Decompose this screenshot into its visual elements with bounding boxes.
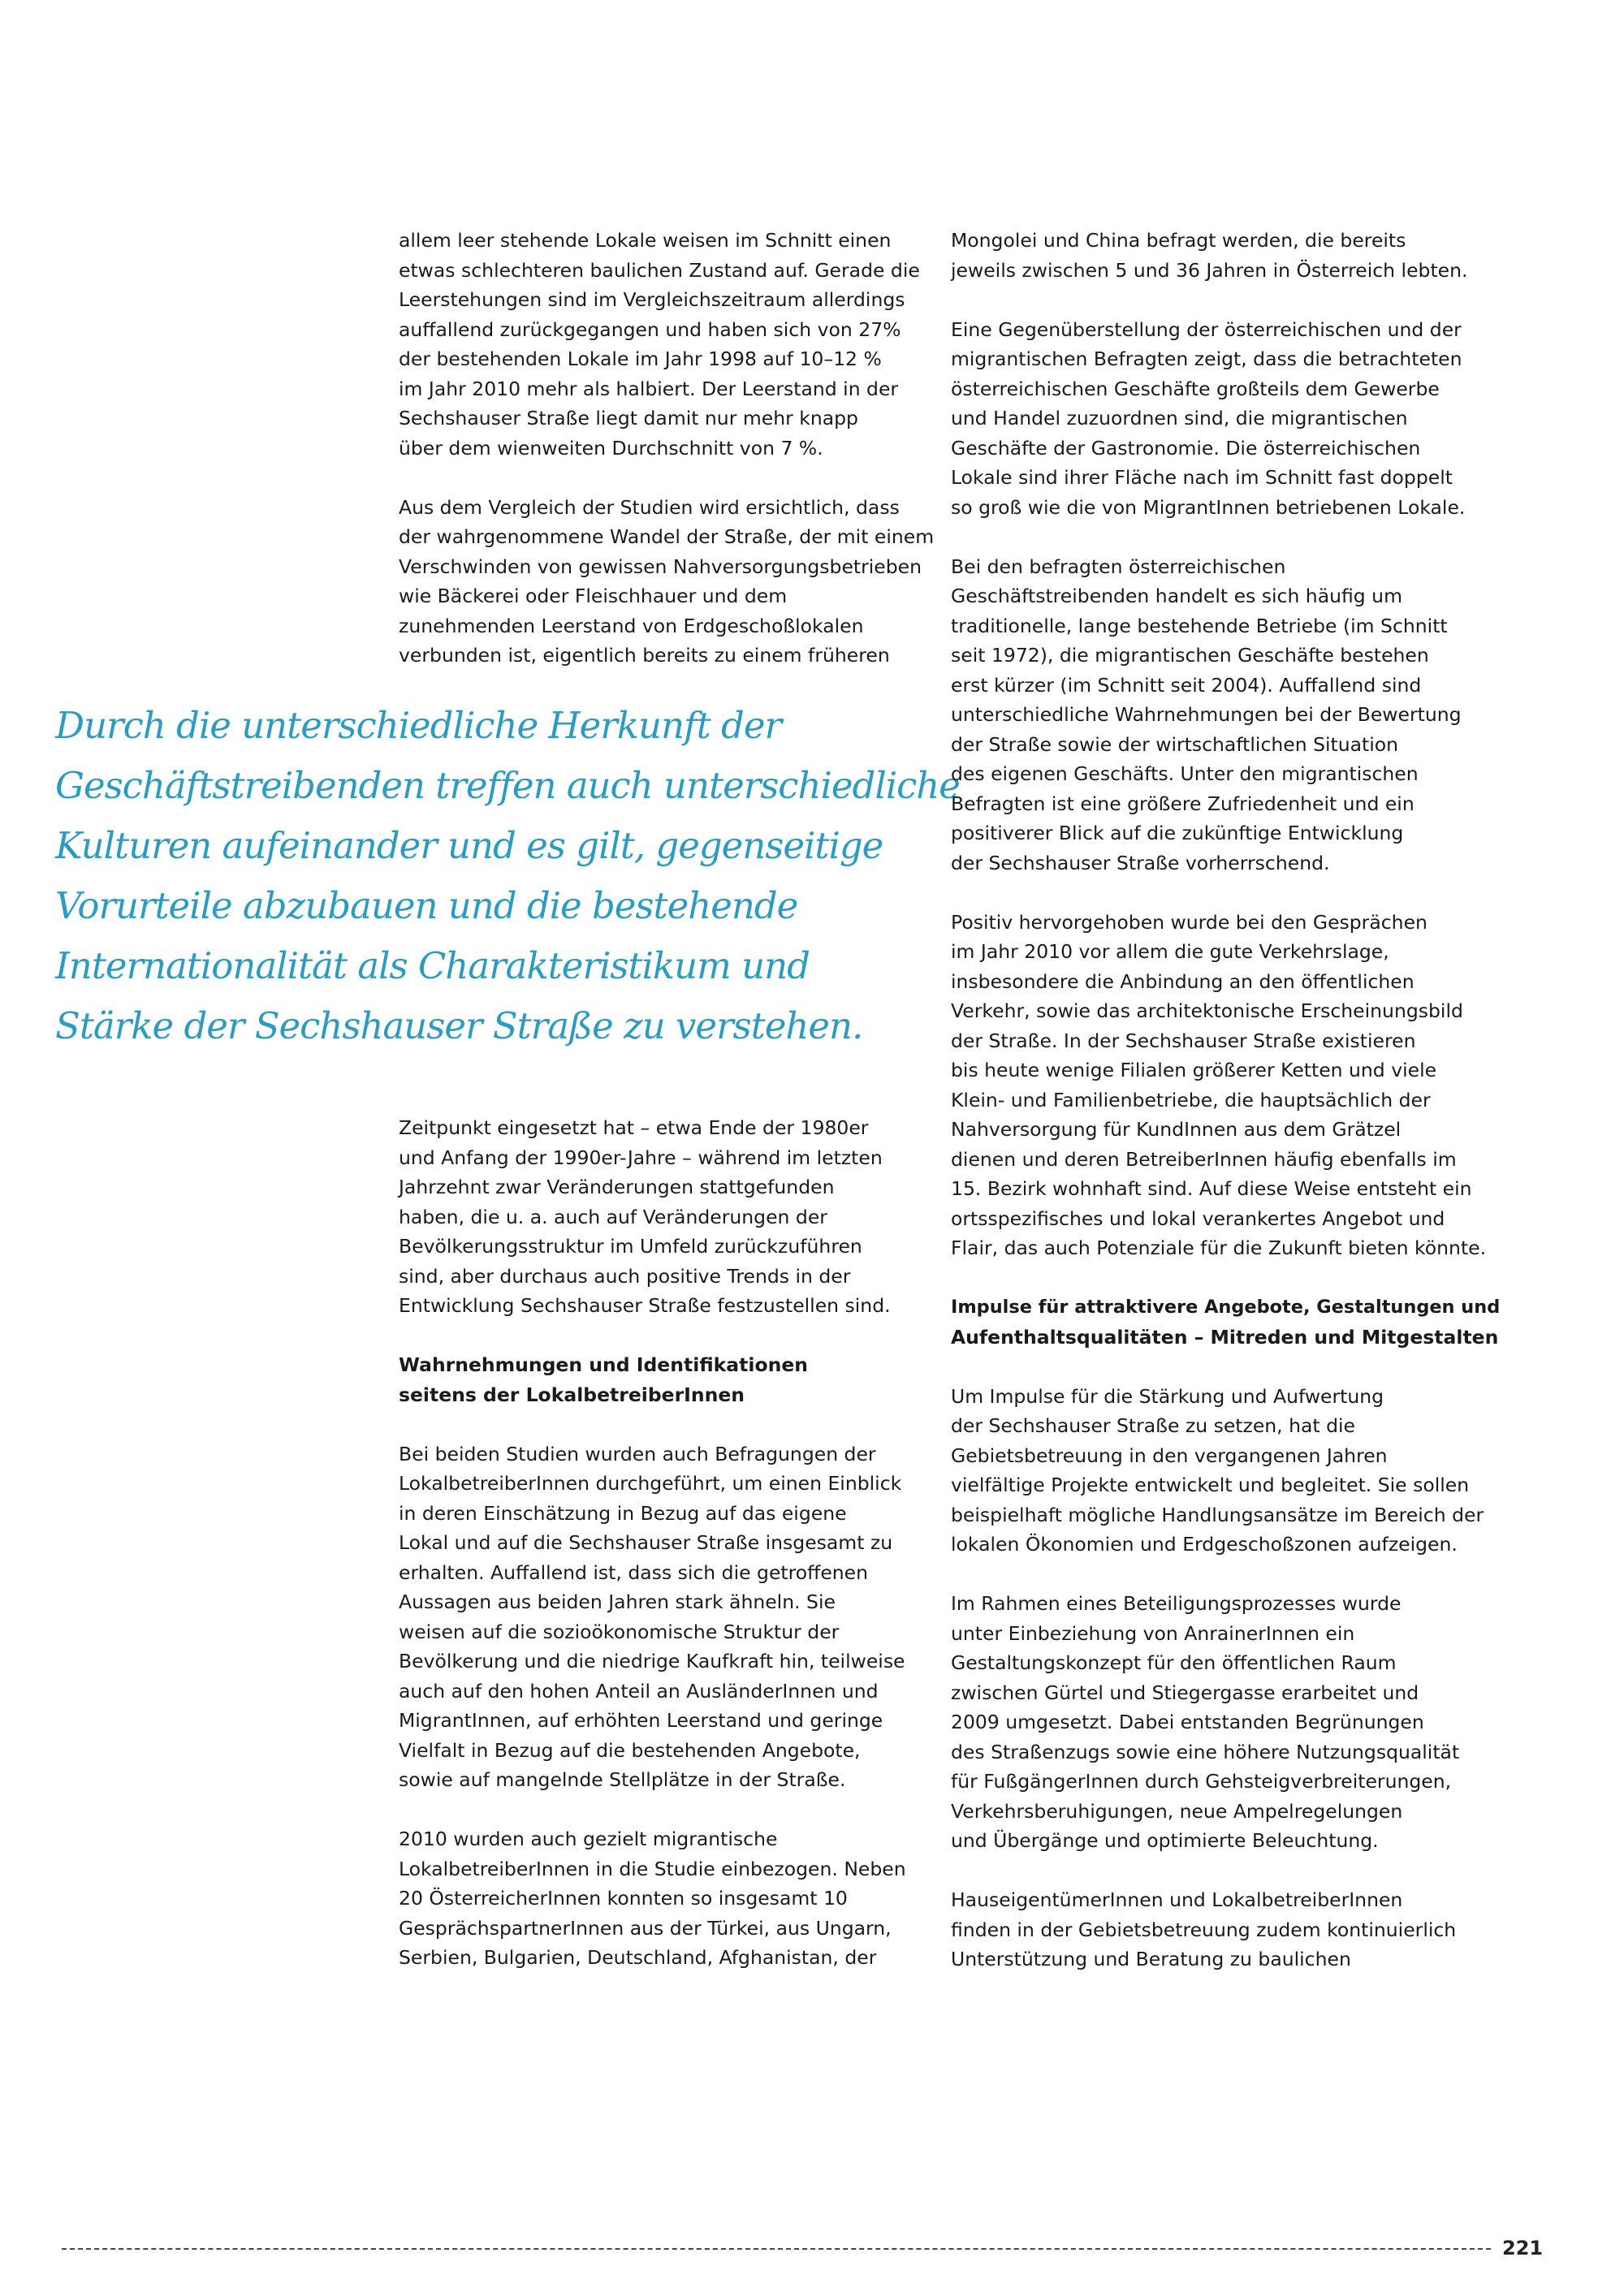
text-line: im Jahr 2010 mehr als halbiert. Der Leerstand in der bbox=[399, 377, 899, 400]
text-line: MigrantInnen, auf erhöhten Leerstand und geringe bbox=[399, 1709, 883, 1732]
text-line: LokalbetreiberInnen durchgeführt, um einen Einblick bbox=[399, 1472, 902, 1495]
text-line: Lokal und auf die Sechshauser Straße insgesamt zu bbox=[399, 1531, 893, 1554]
text-line: zunehmenden Leerstand von Erdgeschoßlokalen bbox=[399, 614, 864, 637]
text-line: Bei beiden Studien wurden auch Befragungen der bbox=[399, 1442, 876, 1465]
text-line: traditionelle, lange bestehende Betriebe (im Schnitt bbox=[951, 614, 1448, 637]
text-line: Gestaltungskonzept für den öffentlichen Raum bbox=[951, 1651, 1397, 1674]
paragraph bbox=[399, 1439, 935, 1795]
text-line: Serbien, Bulgarien, Deutschland, Afghanistan, der bbox=[399, 1946, 877, 1969]
section-heading bbox=[951, 1293, 1503, 1352]
text-line: über dem wienweiten Durchschnitt von 7 %. bbox=[399, 436, 823, 460]
footer-divider bbox=[62, 2248, 1491, 2250]
paragraph bbox=[399, 1824, 935, 1973]
text-line: zwischen Gürtel und Stiegergasse erarbeitet und bbox=[951, 1681, 1419, 1704]
text-line: Zeitpunkt eingesetzt hat – etwa Ende der 1980er bbox=[399, 1116, 869, 1139]
text-line: 20 ÖsterreicherInnen konnten so insgesamt 10 bbox=[399, 1887, 848, 1910]
pull-quote-line: Kulturen aufeinander und es gilt, gegenseitige bbox=[55, 824, 883, 867]
text-line: auffallend zurückgegangen und haben sich von 27% bbox=[399, 317, 901, 341]
paragraph bbox=[951, 1382, 1503, 1560]
text-line: Sechshauser Straße liegt damit nur mehr knapp bbox=[399, 407, 858, 429]
text-line: der Straße. In der Sechshauser Straße existieren bbox=[951, 1029, 1416, 1052]
text-line: 2010 wurden auch gezielt migrantische bbox=[399, 1828, 778, 1850]
text-line: lokalen Ökonomien und Erdgeschoßzonen aufzeigen. bbox=[951, 1533, 1458, 1556]
text-line: Jahrzehnt zwar Veränderungen stattgefunden bbox=[399, 1176, 835, 1198]
text-line: Aus dem Vergleich der Studien wird ersichtlich, dass bbox=[399, 495, 900, 519]
text-line: für FußgängerInnen durch Gehsteigverbreiterungen, bbox=[951, 1770, 1452, 1793]
text-line: und Anfang der 1990er-Jahre – während im letzten bbox=[399, 1146, 883, 1169]
text-line: Mongolei und China befragt werden, die bereits bbox=[951, 229, 1406, 252]
text-line: auch auf den hohen Anteil an AusländerInnen und bbox=[399, 1679, 879, 1703]
text-line: wie Bäckerei oder Fleischhauer und dem bbox=[399, 585, 788, 607]
text-line: sind, aber durchaus auch positive Trends in der bbox=[399, 1264, 851, 1288]
text-line: haben, die u. a. auch auf Veränderungen der bbox=[399, 1205, 827, 1228]
text-line: verbunden ist, eigentlich bereits zu einem früheren bbox=[399, 644, 890, 667]
heading-line: seitens der LokalbetreiberInnen bbox=[399, 1383, 745, 1406]
text-line: Geschäftstreibenden handelt es sich häufig um bbox=[951, 585, 1402, 607]
text-line: sowie auf mangelnde Stellplätze in der Straße. bbox=[399, 1768, 846, 1791]
text-line: Verkehr, sowie das architektonische Erscheinungsbild bbox=[951, 999, 1463, 1022]
text-line: Um Impulse für die Stärkung und Aufwertung bbox=[951, 1384, 1384, 1408]
text-line: Verkehrsberuhigungen, neue Ampelregelungen bbox=[951, 1799, 1403, 1823]
text-line: des eigenen Geschäfts. Unter den migrantischen bbox=[951, 762, 1419, 785]
text-line: dienen und deren BetreiberInnen häufig ebenfalls im bbox=[951, 1147, 1457, 1171]
left-column-top bbox=[399, 226, 935, 700]
text-line: LokalbetreiberInnen in die Studie einbezogen. Neben bbox=[399, 1857, 906, 1880]
heading-line: Impulse für attraktivere Angebote, Gestaltungen und bbox=[951, 1297, 1501, 1318]
text-line: der bestehenden Lokale im Jahr 1998 auf 10–12 % bbox=[399, 347, 882, 370]
text-line: der wahrgenommene Wandel der Straße, der mit einem bbox=[399, 525, 935, 548]
text-line: ortsspezifisches und lokal verankertes Angebot und bbox=[951, 1206, 1445, 1230]
pull-quote bbox=[55, 696, 965, 1056]
text-line: Klein- und Familienbetriebe, die hauptsächlich der bbox=[951, 1088, 1431, 1111]
text-line: Unterstützung und Beratung zu baulichen bbox=[951, 1948, 1351, 1970]
text-line: jeweils zwischen 5 und 36 Jahren in Österreich lebten. bbox=[951, 258, 1468, 282]
paragraph bbox=[951, 315, 1503, 523]
text-line: vielfältige Projekte entwickelt und begleitet. Sie sollen bbox=[951, 1474, 1470, 1496]
right-column bbox=[951, 226, 1503, 2004]
text-line: etwas schlechteren baulichen Zustand auf. Gerade die bbox=[399, 258, 920, 282]
text-line: insbesondere die Anbindung an den öffentlichen bbox=[951, 969, 1415, 993]
text-line: migrantischen Befragten zeigt, dass die betrachteten bbox=[951, 347, 1462, 370]
text-line: und Übergänge und optimierte Beleuchtung. bbox=[951, 1829, 1379, 1852]
text-line: und Handel zuzuordnen sind, die migrantischen bbox=[951, 407, 1408, 429]
paragraph bbox=[951, 1589, 1503, 1856]
paragraph bbox=[399, 1113, 935, 1321]
text-line: österreichischen Geschäfte großteils dem Gewerbe bbox=[951, 377, 1440, 400]
paragraph bbox=[951, 1885, 1503, 1974]
text-line: Verschwinden von gewissen Nahversorgungsbetrieben bbox=[399, 555, 922, 578]
text-line: weisen auf die sozioökonomische Struktur der bbox=[399, 1620, 840, 1643]
text-line: Eine Gegenüberstellung der österreichischen und der bbox=[951, 317, 1462, 341]
text-line: der Sechshauser Straße vorherrschend. bbox=[951, 851, 1330, 874]
text-line: Entwicklung Sechshauser Straße festzustellen sind. bbox=[399, 1294, 891, 1317]
text-line: Gebietsbetreuung in den vergangenen Jahren bbox=[951, 1444, 1388, 1467]
text-line: beispielhaft mögliche Handlungsansätze im Bereich der bbox=[951, 1503, 1484, 1526]
heading-line: Aufenthaltsqualitäten – Mitreden und Mitgestalten bbox=[951, 1325, 1499, 1349]
text-line: positiverer Blick auf die zukünftige Entwicklung bbox=[951, 822, 1404, 844]
paragraph bbox=[951, 908, 1503, 1263]
text-line: Befragten ist eine größere Zufriedenheit und ein bbox=[951, 792, 1415, 815]
text-line: Bevölkerung und die niedrige Kaufkraft hin, teilweise bbox=[399, 1650, 905, 1672]
text-line: des Straßenzugs sowie eine höhere Nutzungsqualität bbox=[951, 1740, 1460, 1763]
text-line: Nahversorgung für KundInnen aus dem Grätzel bbox=[951, 1118, 1402, 1141]
text-line: der Sechshauser Straße zu setzen, hat die bbox=[951, 1414, 1356, 1437]
text-line: erhalten. Auffallend ist, dass sich die getroffenen bbox=[399, 1560, 869, 1584]
text-line: 2009 umgesetzt. Dabei entstanden Begrünungen bbox=[951, 1711, 1424, 1733]
pull-quote-line: Durch die unterschiedliche Herkunft der bbox=[55, 704, 782, 747]
text-line: im Jahr 2010 vor allem die gute Verkehrslage, bbox=[951, 940, 1389, 963]
text-line: bis heute wenige Filialen größerer Ketten und viele bbox=[951, 1059, 1437, 1081]
text-line: Bei den befragten österreichischen bbox=[951, 555, 1286, 578]
text-line: Flair, das auch Potenziale für die Zukunft bieten könnte. bbox=[951, 1236, 1487, 1259]
paragraph bbox=[399, 493, 935, 671]
text-line: finden in der Gebietsbetreuung zudem kontinuierlich bbox=[951, 1918, 1457, 1941]
pull-quote-line: Internationalität als Charakteristikum und bbox=[55, 944, 810, 987]
text-line: erst kürzer (im Schnitt seit 2004). Auffallend sind bbox=[951, 673, 1422, 697]
text-line: unterschiedliche Wahrnehmungen bei der Bewertung bbox=[951, 703, 1462, 726]
text-line: der Straße sowie der wirtschaftlichen Situation bbox=[951, 732, 1399, 756]
text-line: so groß wie die von MigrantInnen betriebenen Lokale. bbox=[951, 495, 1466, 519]
text-line: GesprächspartnerInnen aus der Türkei, aus Ungarn, bbox=[399, 1916, 892, 1940]
section-heading bbox=[399, 1350, 935, 1409]
pull-quote-line: Vorurteile abzubauen und die bestehende bbox=[55, 884, 798, 927]
heading-line: Wahrnehmungen und Identifikationen bbox=[399, 1353, 808, 1376]
text-line: HauseigentümerInnen und LokalbetreiberInnen bbox=[951, 1888, 1403, 1911]
paragraph bbox=[951, 226, 1503, 285]
text-line: Positiv hervorgehoben wurde bei den Gesprächen bbox=[951, 910, 1427, 934]
text-line: seit 1972), die migrantischen Geschäfte bestehen bbox=[951, 644, 1429, 667]
left-column-bottom bbox=[399, 1113, 935, 2002]
text-line: Bevölkerungsstruktur im Umfeld zurückzuführen bbox=[399, 1235, 862, 1258]
text-line: unter Einbeziehung von AnrainerInnen ein bbox=[951, 1621, 1355, 1645]
text-line: in deren Einschätzung in Bezug auf das eigene bbox=[399, 1501, 847, 1525]
pull-quote-line: Geschäftstreibenden treffen auch unterschiedliche bbox=[55, 764, 960, 807]
paragraph bbox=[951, 552, 1503, 878]
text-line: 15. Bezirk wohnhaft sind. Auf diese Weise entsteht ein bbox=[951, 1177, 1472, 1200]
pull-quote-line: Stärke der Sechshauser Straße zu verstehen. bbox=[55, 1004, 863, 1047]
paragraph bbox=[399, 226, 935, 463]
text-line: Aussagen aus beiden Jahren stark ähneln. Sie bbox=[399, 1590, 836, 1613]
text-line: Geschäfte der Gastronomie. Die österreichischen bbox=[951, 436, 1421, 460]
text-line: allem leer stehende Lokale weisen im Schnitt einen bbox=[399, 229, 892, 252]
text-line: Leerstehungen sind im Vergleichszeitraum allerdings bbox=[399, 288, 905, 311]
page-number: 221 bbox=[1502, 2237, 1544, 2259]
text-line: Lokale sind ihrer Fläche nach im Schnitt fast doppelt bbox=[951, 466, 1453, 489]
text-line: Im Rahmen eines Beteiligungsprozesses wurde bbox=[951, 1592, 1402, 1615]
text-line: Vielfalt in Bezug auf die bestehenden Angebote, bbox=[399, 1738, 861, 1762]
